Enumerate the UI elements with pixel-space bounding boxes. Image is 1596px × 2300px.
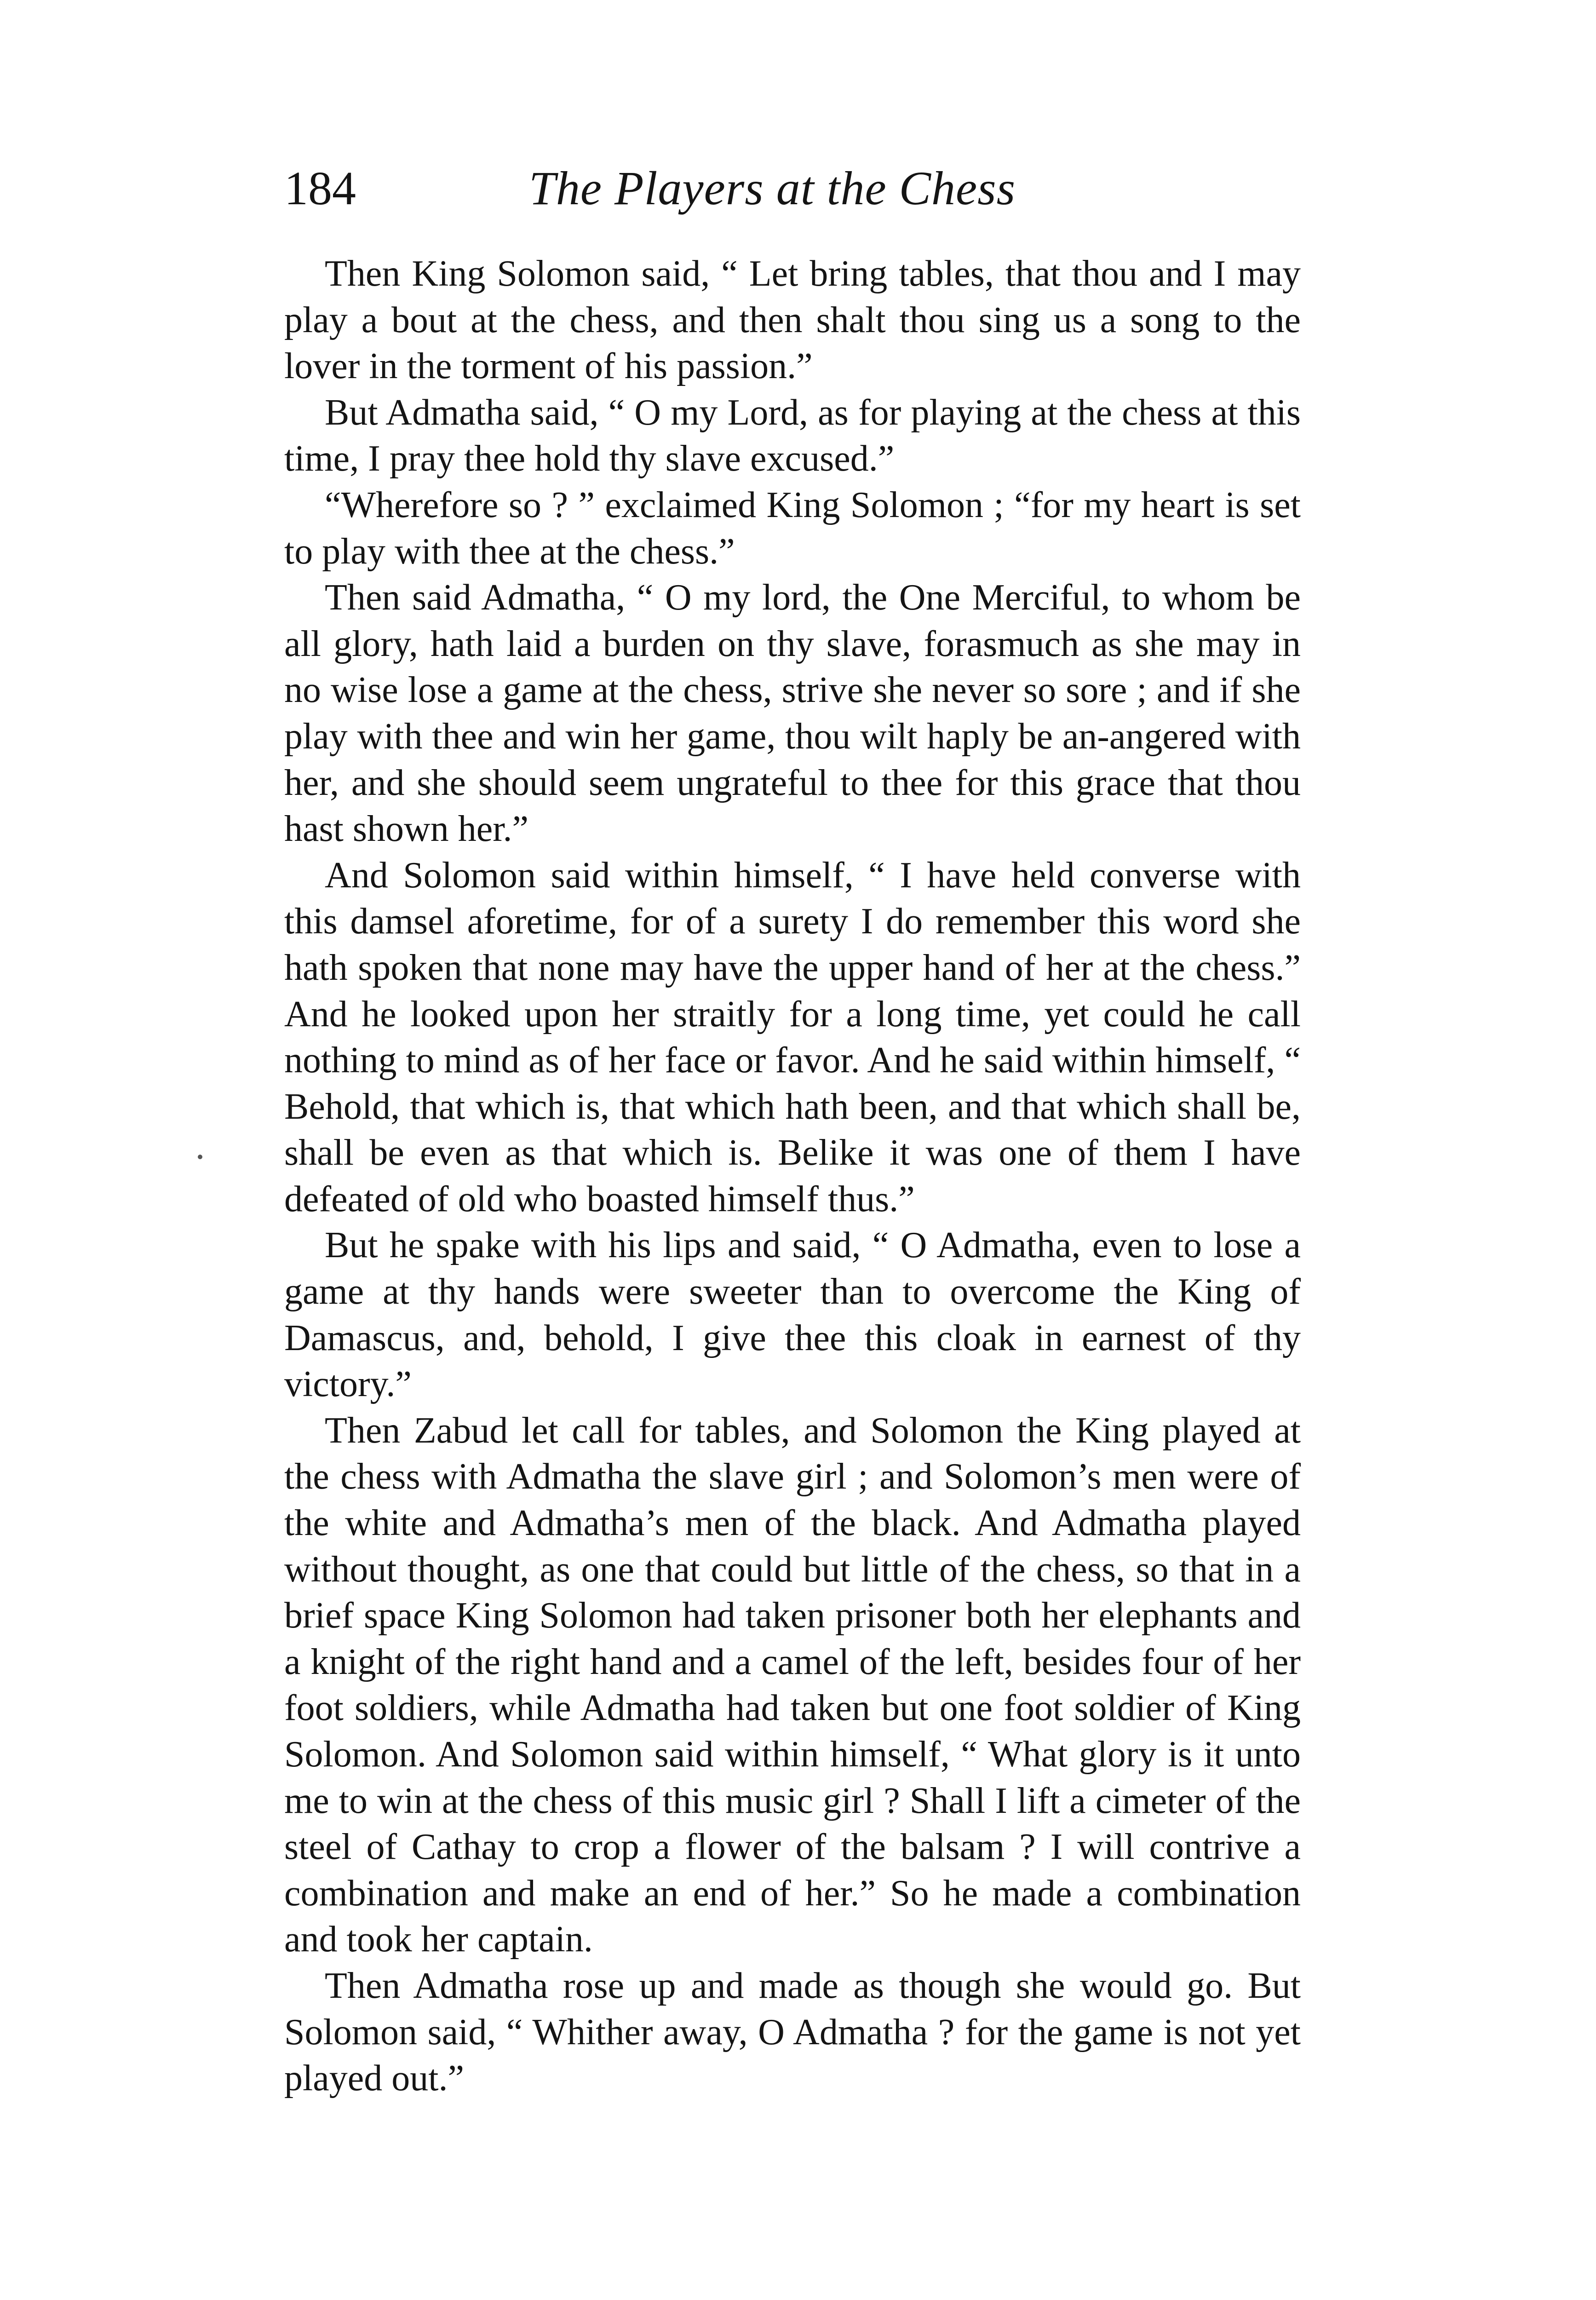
running-head — [284, 156, 1310, 221]
ink-speck — [198, 1155, 202, 1159]
paragraph-6: But he spake with his lips and said, “ O Admatha, even to lose a game at thy hands were sweeter than to overcome the King of Damascus, and, behold, I give thee this cloak in earnest of thy victory.” — [284, 1225, 1301, 1405]
body-text — [284, 251, 1301, 2102]
page-title: The Players at the Chess — [529, 162, 1016, 215]
paragraph-5: And Solomon said within himself, “ I have held converse with this damsel aforetime, for of a surety I do remember this word she hath spoken that none may have the upper hand of her at the chess.” And he looked upon her straitly for a long time, yet could he call nothing to mind as of her face or favor. And he said within himself, “ Behold, that which is, that which hath been, and that which shall be, shall be even as that which is. Belike it was one of them I have defeated of old who boasted himself thus.” — [284, 855, 1301, 1219]
paragraph-8: Then Admatha rose up and made as though she would go. But Solomon said, “ Whither away, O Admatha ? for the game is not yet played out.” — [284, 1965, 1301, 2099]
paragraph-4: Then said Admatha, “ O my lord, the One Merciful, to whom be all glory, hath laid a burden on thy slave, forasmuch as she may in no wise lose a game at the chess, strive she never so sore ; and if she play with thee and win her game, thou wilt haply be an-angered with her, and she should seem ungrateful to thee for this grace that thou hast shown her.” — [284, 577, 1301, 850]
paragraph-3: “Wherefore so ? ” exclaimed King Solomon ; “for my heart is set to play with thee at the chess.” — [284, 484, 1301, 572]
paragraph-2: But Admatha said, “ O my Lord, as for playing at the chess at this time, I pray thee hold thy slave excused.” — [284, 392, 1301, 479]
paragraph-1: Then King Solomon said, “ Let bring tables, that thou and I may play a bout at the chess, and then shalt thou sing us a song to the lover in the torment of his passion.” — [284, 253, 1301, 387]
page-number: 184 — [284, 162, 356, 215]
paragraph-7: Then Zabud let call for tables, and Solomon the King played at the chess with Admatha the slave girl ; and Solomon’s men were of the white and Admatha’s men of the black. And Admatha played without thought, as one that could but little of the chess, so that in a brief space King Solomon had taken prisoner both her elephants and a knight of the right hand and a camel of the left, besides four of her foot soldiers, while Admatha had taken but one foot soldier of King Solomon. And Solomon said within himself, “ What glory is it unto me to win at the chess of this music girl ? Shall I lift a cimeter of the steel of Cathay to crop a flower of the balsam ? I will contrive a combination and make an end of her.” So he made a combination and took her captain. — [284, 1410, 1301, 1960]
